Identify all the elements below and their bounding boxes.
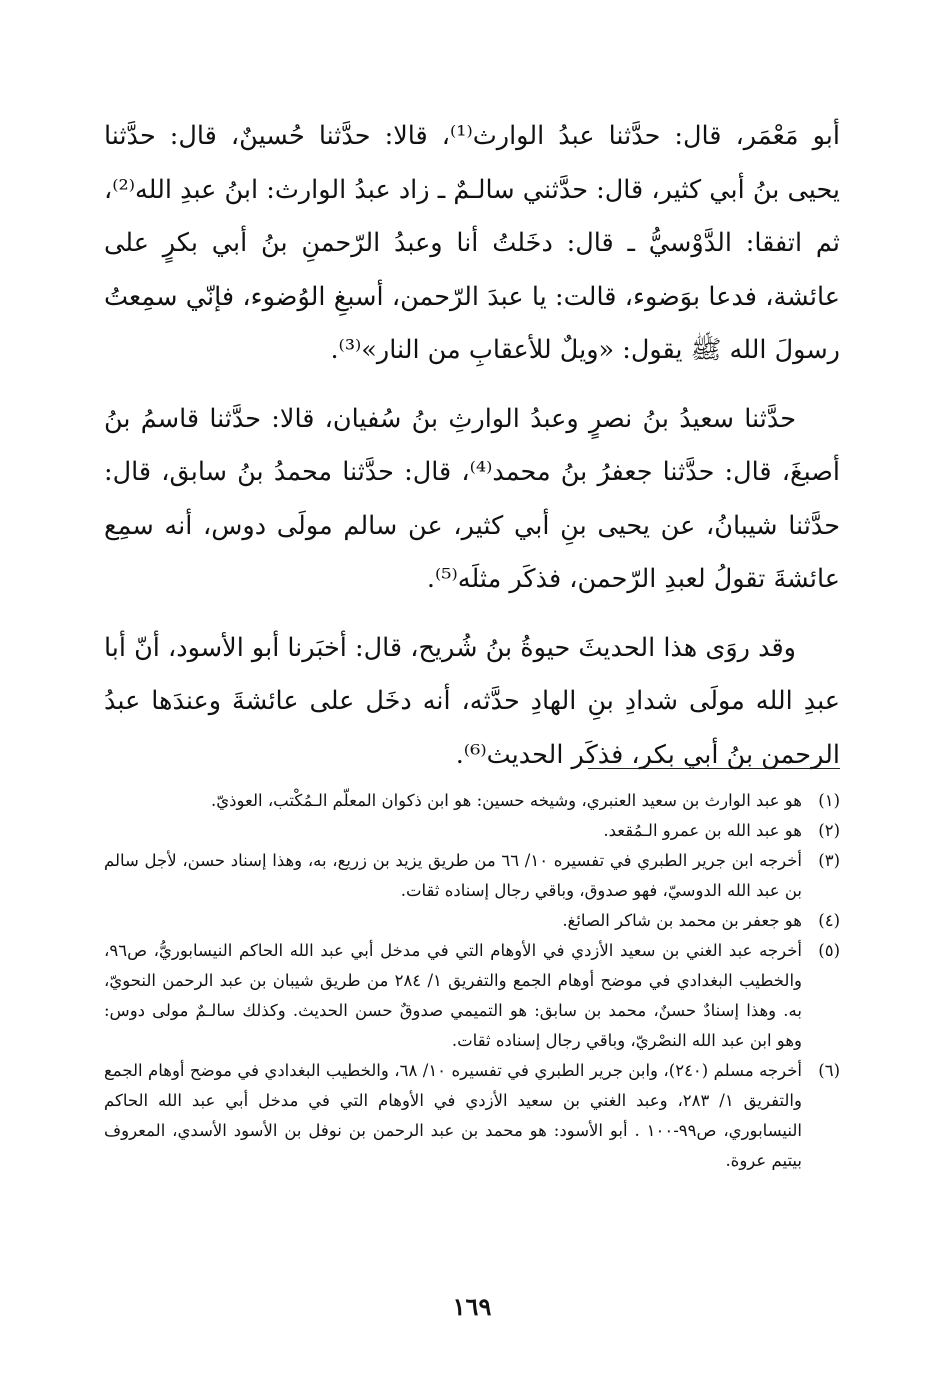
- paragraph-3: وقد روَى هذا الحديثَ حيوةُ بنُ شُريح، قال: أخبَرنا أبو الأسود، أنّ أبا عبدِ الله مولَى شدادِ بنِ الهادِ حدَّثه، أنه دخَل على عائشةَ وعندَها عبدُ الرحمن بنُ أبي بكر، فذكَر الحديث⁽⁶⁾.: [104, 632, 840, 770]
- footnote-text: هو عبد الله بن عمرو الـمُقعد.: [603, 821, 802, 840]
- footnote-number: (١): [818, 791, 840, 810]
- footnote-text: أخرجه مسلم (٢٤٠)، وابن جرير الطبري في تفسيره ١٠/ ٦٨، والخطيب البغدادي في موضح أوهام الجمع والتفريق ١/ ٢٨٣، وعبد الغني بن سعيد الأزدي في الأوهام التي في مدخل أبي عبد الله الحاكم النيسابوري، ص٩٩-١٠٠ . أبو الأسود: هو محمد بن عبد الرحمن بن نوفل بن الأسود الأسدي، المعروف بيتيم عروة.: [104, 1061, 803, 1170]
- footnote-number: (٥): [818, 941, 840, 960]
- footnote-2: [104, 816, 840, 846]
- footnote-4: [104, 906, 840, 936]
- footnote-text: أخرجه ابن جرير الطبري في تفسيره ١٠/ ٦٦ من طريق يزيد بن زريع، به، وهذا إسناد حسن، لأجل سالم بن عبد الله الدوسيّ، فهو صدوق، وباقي رجال إسناده ثقات.: [104, 851, 803, 900]
- footnote-5: [104, 936, 840, 1056]
- footnote-1: [104, 786, 840, 816]
- footnote-text: أخرجه عبد الغني بن سعيد الأزدي في الأوهام التي في مدخل أبي عبد الله الحاكم النيسابوريُّ، ص٩٦، والخطيب البغدادي في موضح أوهام الجمع والتفريق ١/ ٢٨٤ من طريق شيبان بن عبد الرحمن النحويّ، به. وهذا إسنادٌ حسنٌ، محمد بن سابق: هو التميمي صدوقٌ حسن الحديث. وكذلك سالـمٌ مولى دوس: وهو ابن عبد الله النصْريّ، وباقي رجال إسناده ثقات.: [104, 941, 802, 1050]
- footnote-number: (٣): [818, 851, 840, 870]
- footnote-text: هو جعفر بن محمد بن شاكر الصائغ.: [562, 911, 802, 930]
- footnote-3: [104, 846, 840, 906]
- main-text: [104, 110, 840, 782]
- footnotes: [104, 786, 840, 1176]
- page-number: ١٦٩: [452, 1292, 492, 1321]
- paragraph-1: أبو مَعْمَر، قال: حدَّثنا عبدُ الوارث⁽¹⁾، قالا: حدَّثنا حُسينٌ، قال: حدَّثنا يحيى بنُ أبي كثير، قال: حدَّثني سالـمٌ ـ زاد عبدُ الوارث: ابنُ عبدِ الله⁽²⁾، ثم اتفقا: الدَّوْسيُّ ـ قال: دخَلتُ أنا وعبدُ الرّحمنِ بنُ أبي بكرٍ على عائشة، فدعا بوَضوء، قالت: يا عبدَ الرّحمن، أسبغِ الوُضوء، فإنّي سمِعتُ رسولَ الله ﷺ يقول: «ويلٌ للأعقابِ من النار»⁽³⁾.: [104, 121, 840, 365]
- footnote-6: [104, 1056, 840, 1176]
- paragraph-2: حدَّثنا سعيدُ بنُ نصرٍ وعبدُ الوارثِ بنُ سُفيان، قالا: حدَّثنا قاسمُ بنُ أصبغَ، قال: حدَّثنا جعفرُ بنُ محمد⁽⁴⁾، قال: حدَّثنا محمدُ بنُ سابق، قال: حدَّثنا شيبانُ، عن يحيى بنِ أبي كثير، عن سالم مولَى دوس، أنه سمِع عائشةَ تقولُ لعبدِ الرّحمن، فذكَر مثلَه⁽⁵⁾.: [104, 403, 841, 594]
- footnote-text: هو عبد الوارث بن سعيد العنبري، وشيخه حسين: هو ابن ذكوان المعلّم الـمُكْتب، العوذيّ.: [210, 791, 802, 810]
- footnote-number: (٤): [818, 911, 840, 930]
- footnote-number: (٢): [818, 821, 840, 840]
- footnote-separator: [588, 768, 840, 769]
- footnote-number: (٦): [818, 1061, 840, 1080]
